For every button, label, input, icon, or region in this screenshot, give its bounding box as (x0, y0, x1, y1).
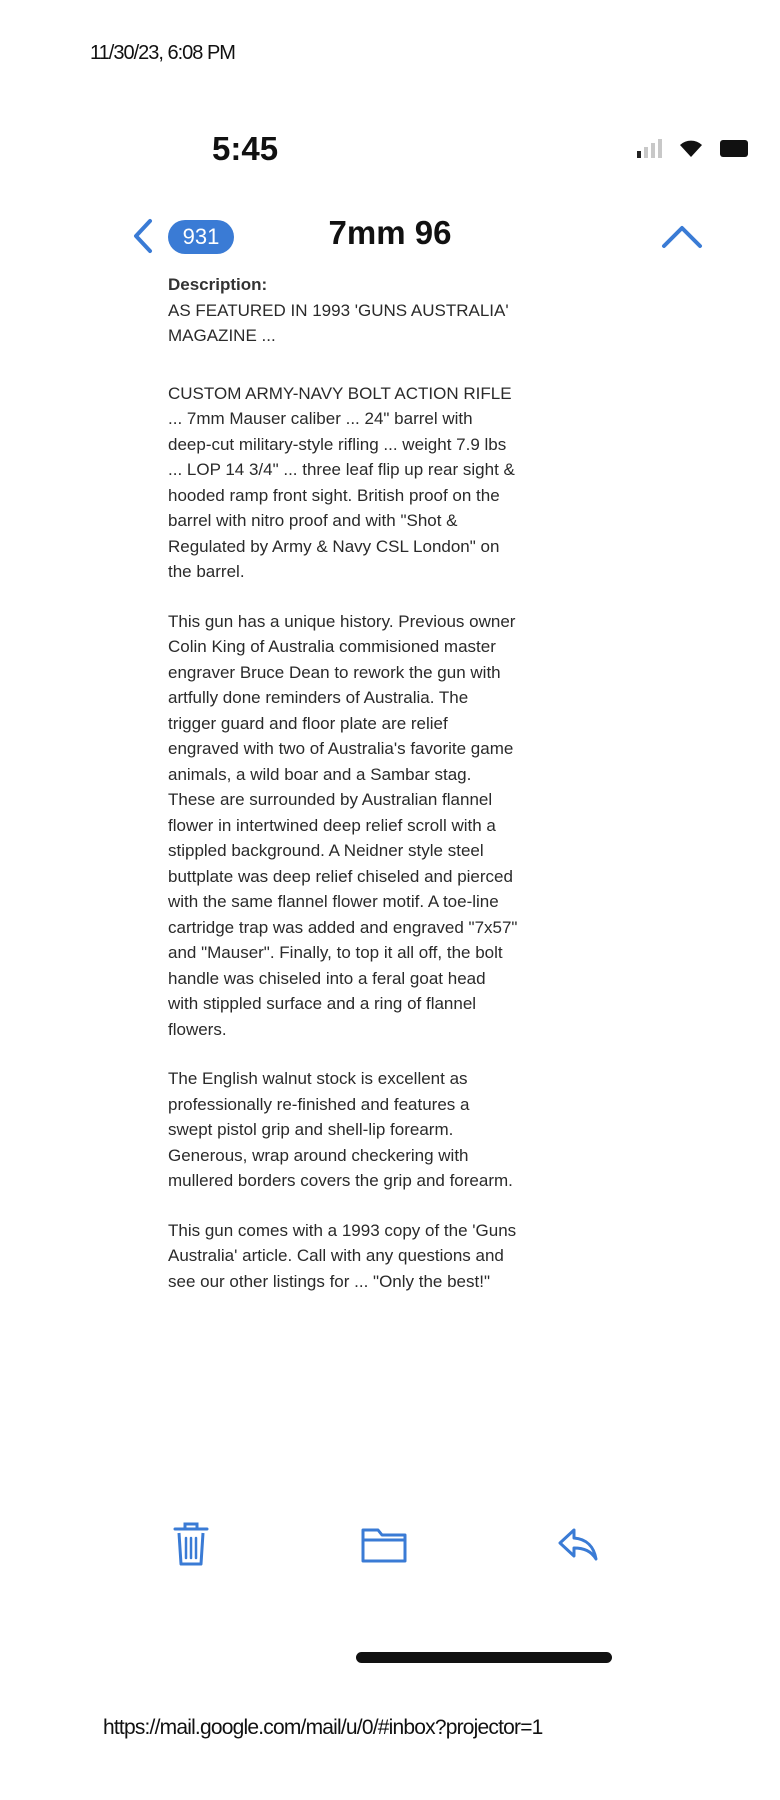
message-subject-title: 7mm 96 (328, 214, 452, 251)
status-bar (0, 130, 780, 174)
description-intro: AS FEATURED IN 1993 'GUNS AUSTRALIA' MAGAZINE ... (168, 300, 509, 345)
description-block (168, 272, 518, 349)
message-nav-bar (0, 210, 780, 266)
description-paragraph-2: This gun has a unique history. Previous owner Colin King of Australia commisioned master engraver Bruce Dean to rework the gun with artfully done reminders of Australia. The trigger guard and floor plate are relief engraved with two of Australia's favorite game animals, a wild boar and a Sambar stag. These are surrounded by Australian flannel flower in intertwined deep relief scroll with a stippled background. A Neidner style steel buttplate was deep relief chiseled and pierced with the same flannel flower motif. A toe-line cartridge trap was added and engraved "7x57" and "Mauser". Finally, to top it all off, the bolt handle was chiseled into a feral goat head with stippled surface and a ring of flannel flowers. (168, 611, 518, 1039)
print-timestamp: 11/30/23, 6:08 PM (90, 42, 235, 64)
print-url-footer: https://mail.google.com/mail/u/0/#inbox?projector=1 (103, 1716, 543, 1739)
unread-count-badge[interactable]: 931 (168, 220, 234, 254)
delete-button[interactable] (172, 1520, 210, 1568)
chevron-up-icon[interactable] (660, 222, 704, 250)
home-indicator[interactable] (356, 1652, 612, 1663)
reply-icon (556, 1526, 600, 1562)
message-toolbar (0, 1520, 780, 1580)
message-body (168, 272, 518, 1318)
cellular-signal-icon (637, 138, 662, 158)
move-to-folder-button[interactable] (360, 1524, 408, 1564)
trash-icon (172, 1520, 210, 1568)
description-label: Description: (168, 275, 268, 294)
description-paragraph-3: The English walnut stock is excellent as professionally re-finished and features a swept pistol grip and shell-lip forearm. Generous, wrap around checkering with mullered borders covers the grip and forearm. (168, 1069, 513, 1190)
reply-button[interactable] (556, 1526, 600, 1562)
wifi-icon (678, 138, 704, 158)
chevron-left-icon[interactable] (128, 216, 158, 256)
description-paragraph-4: This gun comes with a 1993 copy of the 'Guns Australia' article. Call with any questions and see our other listings for ... "Only the best!" (168, 1220, 517, 1291)
description-paragraph-1: CUSTOM ARMY-NAVY BOLT ACTION RIFLE ... 7mm Mauser caliber ... 24" barrel with deep-cut military-style rifling ... weight 7.9 lbs ... LOP 14 3/4" ... three leaf flip up rear sight & hooded ramp front sight. British proof on the barrel with nitro proof and with "Shot & Regulated by Army & Navy CSL London" on the barrel. (168, 383, 515, 581)
status-icons (637, 138, 748, 158)
status-time: 5:45 (212, 130, 279, 167)
battery-icon (720, 140, 748, 157)
folder-icon (360, 1524, 408, 1564)
